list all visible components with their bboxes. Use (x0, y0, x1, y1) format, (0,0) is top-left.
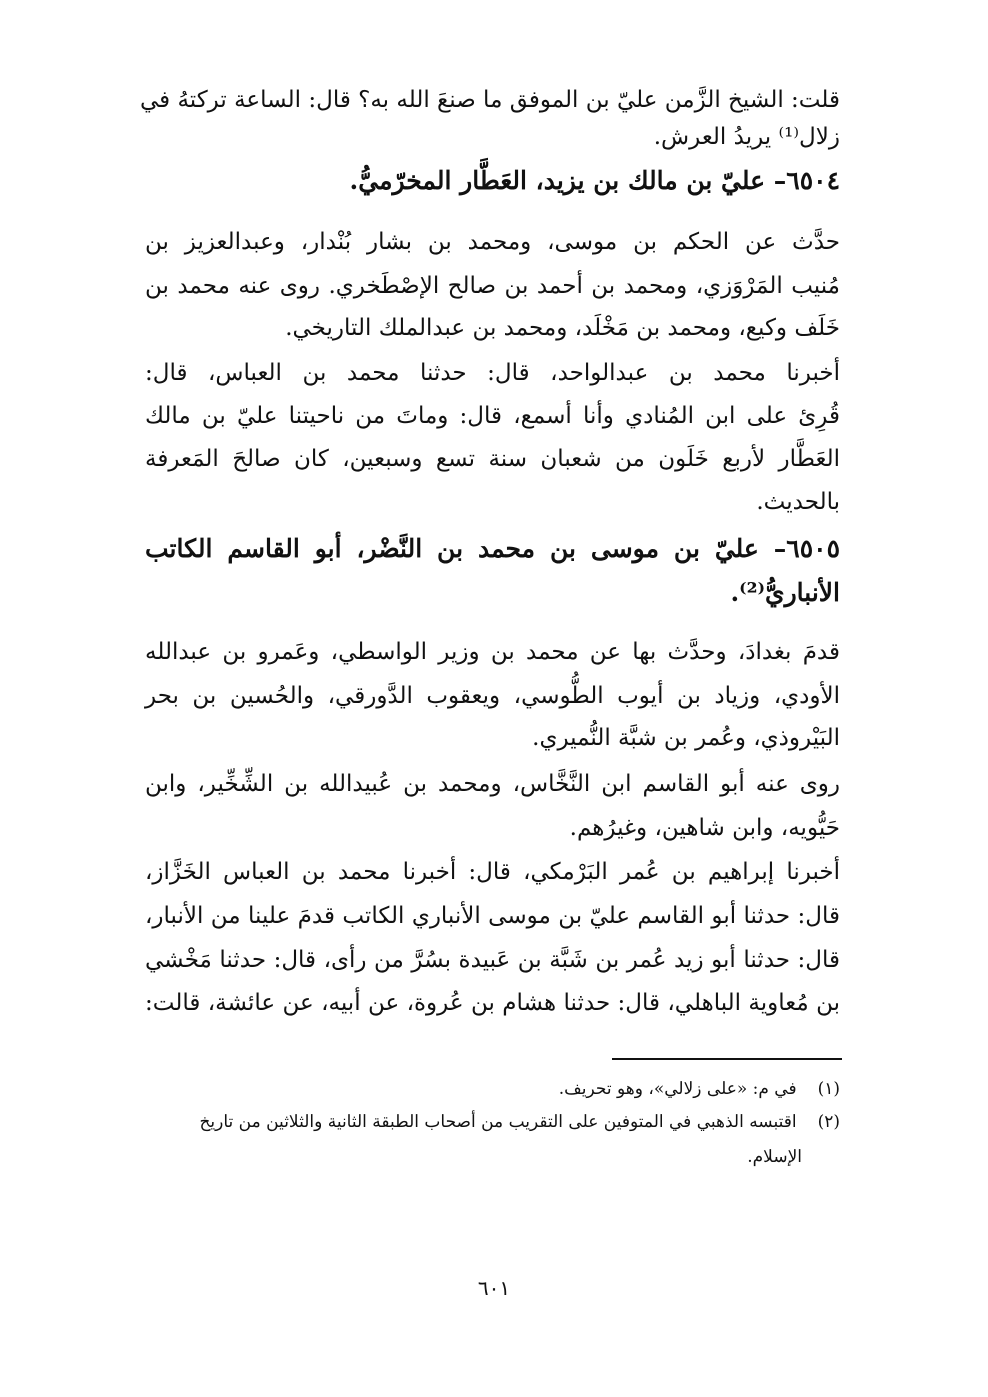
paragraph-line: مُنيب المَرْوَزي، ومحمد بن أحمد بن صالح الإصْطَخري. روى عنه محمد بن (145, 273, 840, 299)
footnote-text: في م: «على زلالي»، وهو تحريف. (558, 1079, 797, 1099)
paragraph-line: حَيُّويه، وابن شاهين، وغيرُهم. (569, 815, 840, 841)
page-number: ٦٠١ (477, 1276, 511, 1300)
paragraph-line: قال: حدثنا أبو زيد عُمر بن شَبَّة بن عَبيدة بسُرَّ من رأى، قال: حدثنا مَخْشي (145, 947, 840, 973)
footnote-1 (145, 1075, 840, 1103)
paragraph-line: العَطَّار لأربع خَلَون من شعبان سنة تسع وسبعين، كان صالحَ المَعرفة (145, 446, 840, 472)
paragraph-line: حدَّث عن الحكم بن موسى، ومحمد بن بشار بُنْدار، وعبدالعزيز بن (145, 229, 840, 255)
paragraph-line: خَلَف وكيع، ومحمد بن مَخْلَد، ومحمد بن عبدالملك التاريخي. (285, 315, 840, 341)
paragraph-line: قال: حدثنا أبو القاسم عليّ بن موسى الأنباري الكاتب قدمَ علينا من الأنبار، (145, 903, 840, 929)
paragraph-line: بالحديث. (756, 489, 840, 515)
footnote-text: اقتبسه الذهبي في المتوفين على التقريب من أصحاب الطبقة الثانية والثلاثين من تاريخ (199, 1112, 797, 1132)
footnote-2-continuation: الإسلام. (747, 1147, 802, 1167)
paragraph-line: قلت: الشيخ الزَّمن عليّ بن الموفق ما صنعَ الله به؟ قال: الساعة تركتهُ في (139, 87, 840, 113)
paragraph-line: قُرِئ على ابن المُنادي وأنا أسمع، قال: وماتَ من ناحيتنا عليّ بن مالك (145, 403, 840, 429)
paragraph-line: أخبرنا إبراهيم بن عُمر البَرْمكي، قال: أخبرنا محمد بن العباس الخَزَّاز، (145, 859, 840, 885)
footnote-number: (٢) (817, 1112, 840, 1132)
entry-heading-6505-cont: الأنباريُّ⁽²⁾. (730, 578, 840, 607)
entry-heading-6505: ٦٥٠٥– عليّ بن موسى بن محمد بن النَّضْر، أبو القاسم الكاتب (145, 534, 840, 563)
footnote-2 (145, 1108, 840, 1136)
paragraph-line: أخبرنا محمد بن عبدالواحد، قال: حدثنا محمد بن العباس، قال: (145, 360, 840, 386)
paragraph-line: البَيْروذي، وعُمر بن شبَّة النُّميري. (532, 725, 840, 751)
entry-heading-6504: ٦٥٠٤– عليّ بن مالك بن يزيد، العَطَّار المخرّميُّ. (349, 166, 840, 195)
footnote-separator (612, 1058, 842, 1060)
paragraph-line: بن مُعاوية الباهلي، قال: حدثنا هشام بن عُروة، عن أبيه، عن عائشة، قالت: (145, 990, 840, 1016)
paragraph-line: روى عنه أبو القاسم ابن النَّخَّاس، ومحمد بن عُبيدالله بن الشِّخِّير، وابن (145, 771, 840, 797)
paragraph-line: الأودي، وزياد بن أيوب الطُّوسي، ويعقوب الدَّورقي، والحُسين بن بحر (145, 683, 840, 709)
paragraph-line: زلال⁽¹⁾ يريدُ العرش. (653, 124, 840, 150)
footnote-number: (١) (817, 1079, 840, 1099)
paragraph-line: قدمَ بغدادَ، وحدَّث بها عن محمد بن وزير الواسطي، وعَمرو بن عبدالله (145, 639, 840, 665)
